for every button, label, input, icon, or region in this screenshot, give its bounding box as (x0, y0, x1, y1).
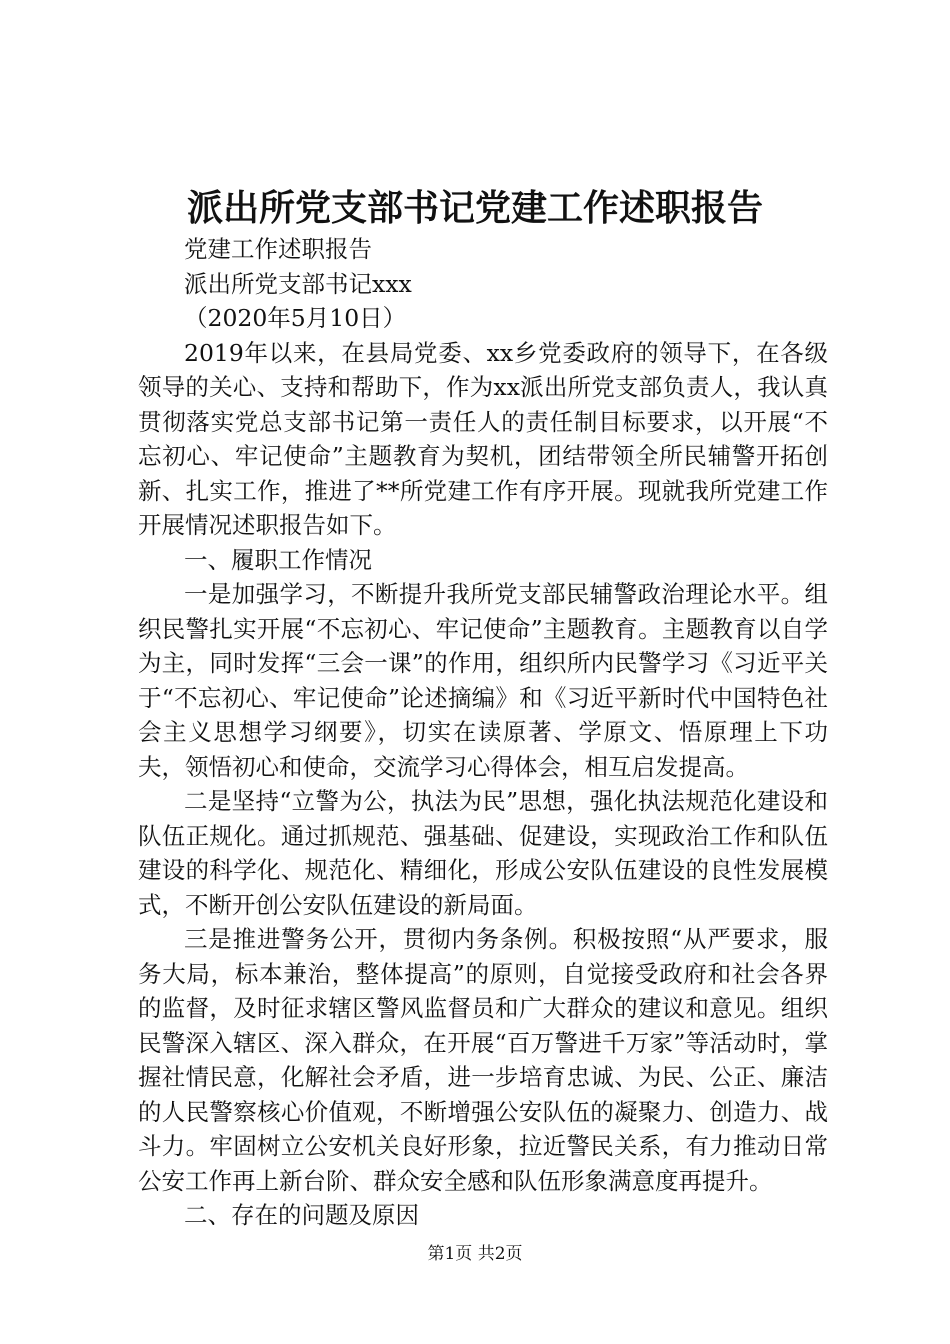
report-heading: 党建工作述职报告 (184, 235, 372, 263)
body-paragraph: 三是推进警务公开，贯彻内务条例。积极按照“从严要求，服务大局，标本兼治，整体提高”的原则，自觉接受政府和社会各界的监督，及时征求辖区警风监督员和广大群众的建议和意见。组织民警深入辖区、深入群众，在开展“百万警进千万家”等活动时，掌握社情民意，化解社会矛盾，进一步培育忠诚、为民、公正、廉洁的人民警察核心价值观，不断增强公安队伍的凝聚力、创造力、战斗力。牢固树立公安机关良好形象，拉近警民关系，有力推动日常公安工作再上新台阶、群众安全感和队伍形象满意度再提升。 (138, 925, 828, 1195)
section-heading-1: 一、履职工作情况 (184, 545, 372, 574)
date-line: （2020年5月10日） (184, 304, 407, 332)
body-paragraph: 一是加强学习，不断提升我所党支部民辅警政治理论水平。组织民警扎实开展“不忘初心、牢记使命”主题教育。主题教育以自学为主，同时发挥“三会一课”的作用，组织所内民警学习《习近平关于“不忘初心、牢记使命”论述摘编》和《习近平新时代中国特色社会主义思想学习纲要》，切实在读原著、学原文、悟原理上下功夫，领悟初心和使命，交流学习心得体会，相互启发提高。 (138, 580, 828, 781)
document-body (138, 232, 828, 1233)
author-line: 派出所党支部书记xxx (184, 269, 412, 298)
section-heading-2: 二、存在的问题及原因 (184, 1201, 419, 1229)
intro-paragraph: 2019年以来，在县局党委、xx乡党委政府的领导下，在各级领导的关心、支持和帮助下，作为xx派出所党支部负责人，我认真贯彻落实党总支部书记第一责任人的责任制目标要求，以开展“不忘初心、牢记使命”主题教育为契机，团结带领全所民辅警开拓创新、扎实工作，推进了**所党建工作有序开展。现就我所党建工作开展情况述职报告如下。 (138, 338, 828, 539)
body-paragraph: 二是坚持“立警为公，执法为民”思想，强化执法规范化建设和队伍正规化。通过抓规范、强基础、促建设，实现政治工作和队伍建设的科学化、规范化、精细化，形成公安队伍建设的良性发展模式，不断开创公安队伍建设的新局面。 (138, 787, 828, 919)
document-title: 派出所党支部书记党建工作述职报告 (186, 187, 763, 229)
page-number-footer: 第1页 共2页 (427, 1244, 523, 1264)
